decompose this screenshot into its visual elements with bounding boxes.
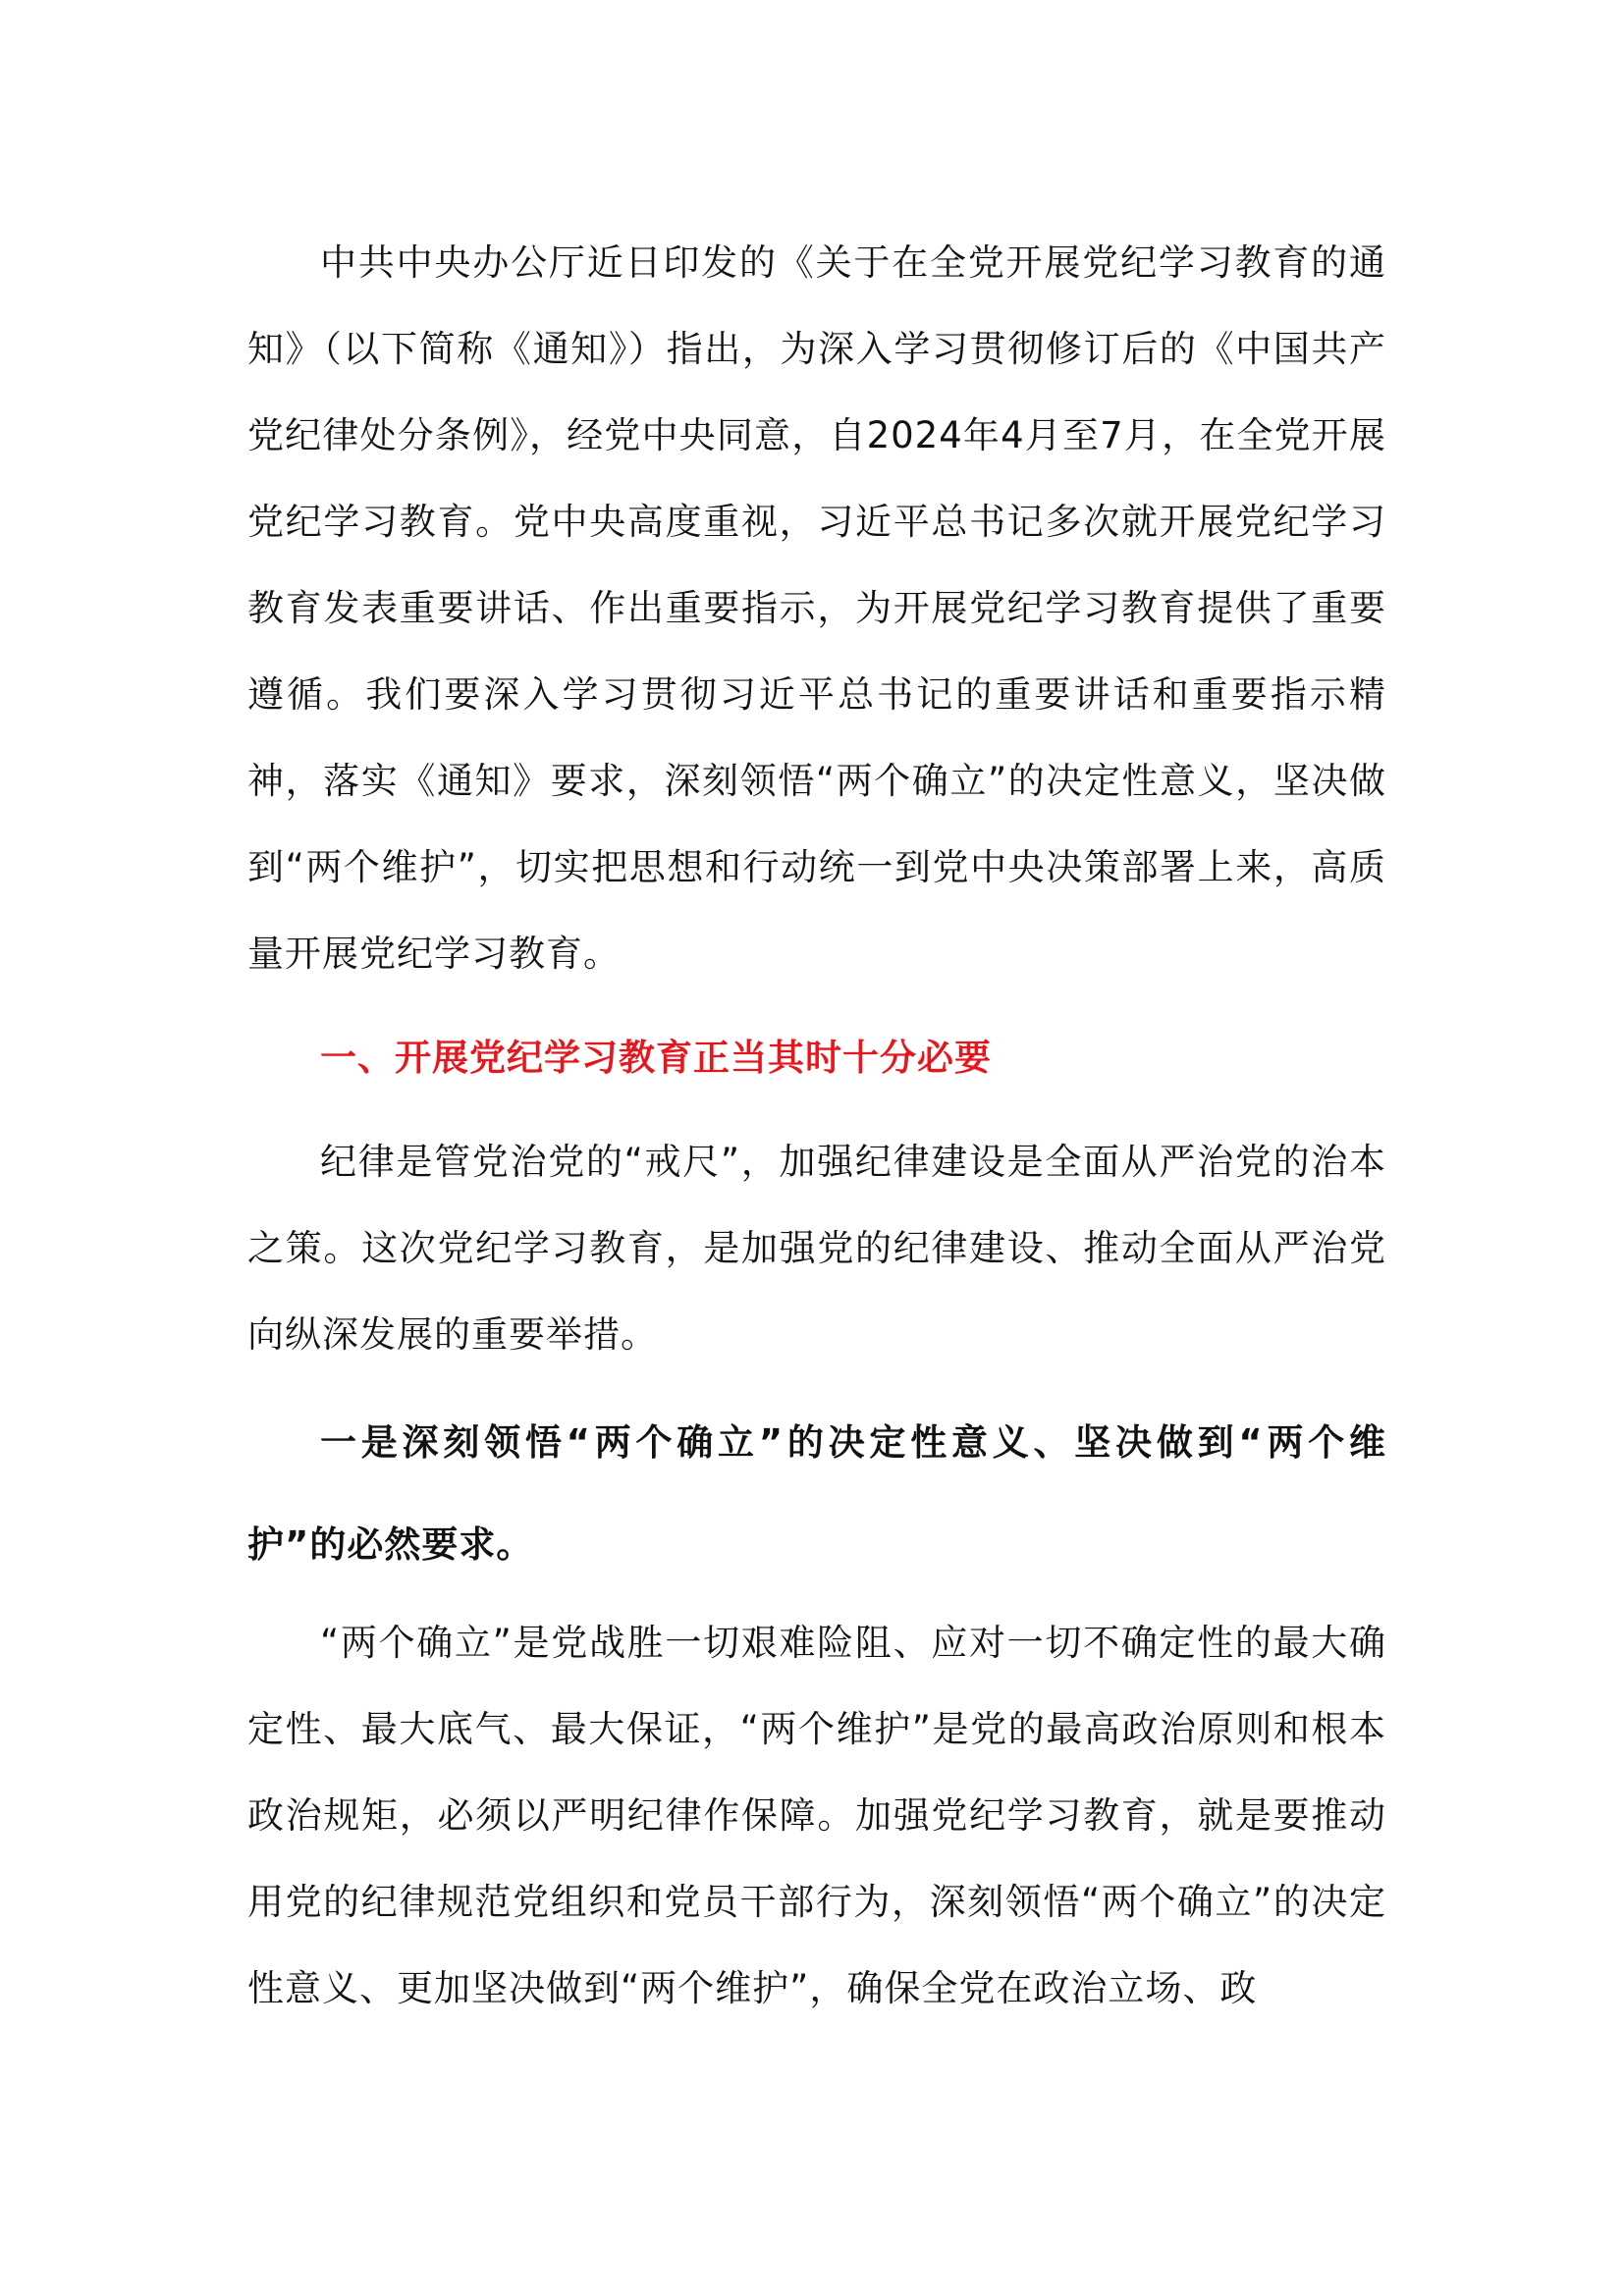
intro-paragraph: 中共中央办公厅近日印发的《关于在全党开展党纪学习教育的通知》（以下简称《通知》）指出，为深入学习贯彻修订后的《中国共产党纪律处分条例》，经党中央同意，自2024年4月至7月，在全党开展党纪学习教育。党中央高度重视，习近平总书记多次就开展党纪学习教育发表重要讲话、作出重要指示，为开展党纪学习教育提供了重要遵循。我们要深入学习贯彻习近平总书记的重要讲话和重要指示精神，落实《通知》要求，深刻领悟“两个确立”的决定性意义，坚决做到“两个维护”，切实把思想和行动统一到党中央决策部署上来，高质量开展党纪学习教育。 [247, 241, 1386, 975]
point-paragraph: “两个确立”是党战胜一切艰难险阻、应对一切不确定性的最大确定性、最大底气、最大保证，“两个维护”是党的最高政治原则和根本政治规矩，必须以严明纪律作保障。加强党纪学习教育，就是要推动用党的纪律规范党组织和党员干部行为，深刻领悟“两个确立”的决定性意义、更加坚决做到“两个维护”，确保全党在政治立场、政 [247, 1622, 1386, 2009]
document-page [247, 220, 1386, 2032]
point-heading: 一是深刻领悟“两个确立”的决定性意义、坚决做到“两个维护”的必然要求。 [247, 1421, 1386, 1566]
section-heading: 一、开展党纪学习教育正当其时十分必要 [320, 1037, 992, 1079]
section-paragraph: 纪律是管党治党的“戒尺”，加强纪律建设是全面从严治党的治本之策。这次党纪学习教育，是加强党的纪律建设、推动全面从严治党向纵深发展的重要举措。 [247, 1141, 1386, 1356]
